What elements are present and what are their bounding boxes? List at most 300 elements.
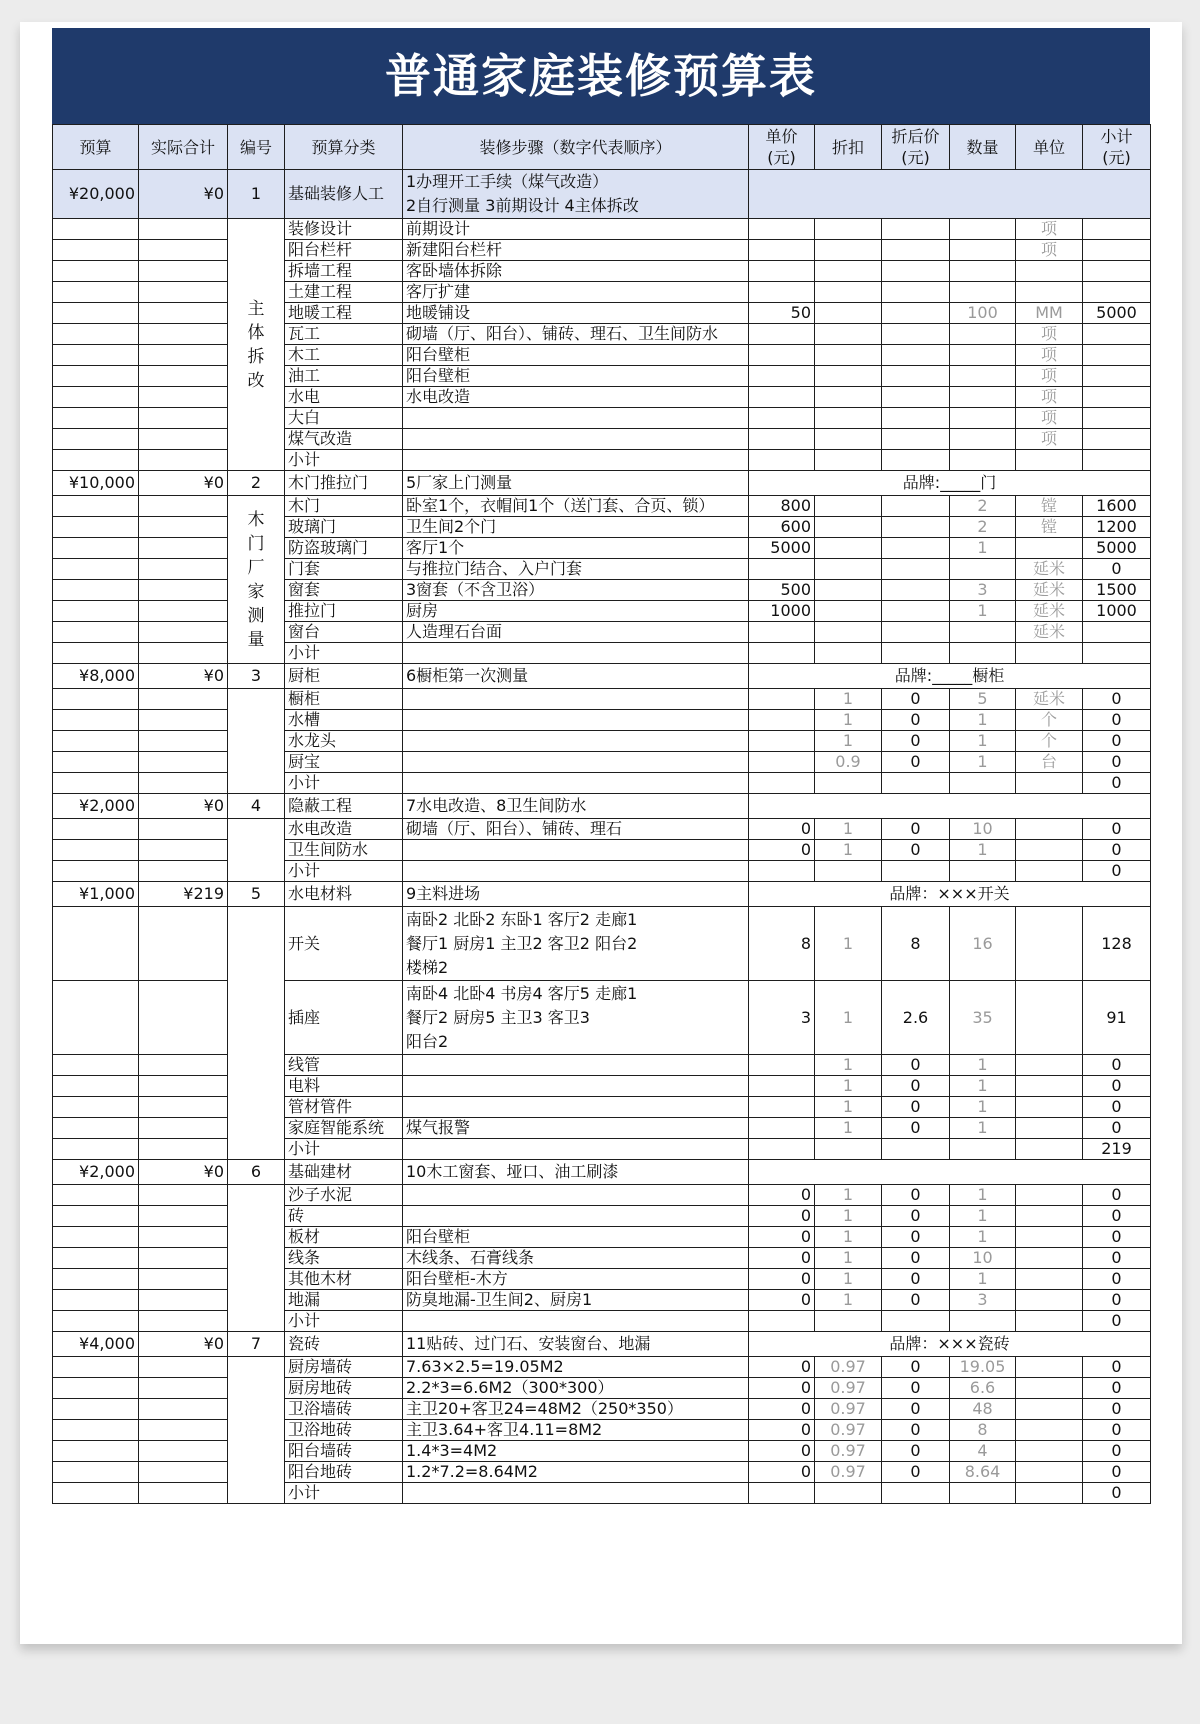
item-name: 家庭智能系统: [285, 1118, 403, 1139]
unit: [1016, 1462, 1083, 1483]
budget-cell: ¥2,000: [53, 1160, 139, 1185]
quantity: [950, 1139, 1016, 1160]
discounted-price: 0: [882, 752, 950, 773]
table-row: [53, 1357, 1151, 1378]
discounted-price: [882, 450, 950, 471]
item-desc: 阳台壁柜: [403, 345, 749, 366]
item-desc: 木线条、石膏线条: [403, 1248, 749, 1269]
item-name: 小计: [285, 1311, 403, 1332]
budget-cell: [53, 1290, 139, 1311]
unit-price: [749, 861, 815, 882]
discount: 1: [815, 1206, 882, 1227]
quantity: [950, 773, 1016, 794]
unit-price: 0: [749, 1462, 815, 1483]
unit: 延米: [1016, 559, 1083, 580]
discounted-price: 0: [882, 1378, 950, 1399]
group-label: [228, 1185, 285, 1332]
discount: [815, 324, 882, 345]
subtotal: [1083, 219, 1151, 240]
item-name: 土建工程: [285, 282, 403, 303]
unit-price: [749, 429, 815, 450]
discounted-price: [882, 324, 950, 345]
section-row: [53, 1160, 1151, 1185]
unit-price: 0: [749, 1399, 815, 1420]
item-desc: [403, 710, 749, 731]
actual-cell: [139, 219, 228, 240]
item-desc: 主卫20+客卫24=48M2（250*350）: [403, 1399, 749, 1420]
budget-cell: [53, 1185, 139, 1206]
budget-cell: [53, 324, 139, 345]
subtotal: 0: [1083, 1290, 1151, 1311]
unit: [1016, 773, 1083, 794]
quantity: 1: [950, 1227, 1016, 1248]
actual-cell: [139, 622, 228, 643]
discounted-price: [882, 345, 950, 366]
quantity: 1: [950, 1269, 1016, 1290]
unit-price: [749, 366, 815, 387]
quantity: [950, 622, 1016, 643]
quantity: 2: [950, 496, 1016, 517]
item-name: 卫浴墙砖: [285, 1399, 403, 1420]
item-name: 水电: [285, 387, 403, 408]
discount: [815, 496, 882, 517]
subtotal: 0: [1083, 1227, 1151, 1248]
unit: [1016, 1185, 1083, 1206]
budget-cell: ¥1,000: [53, 882, 139, 907]
brand-cell: 品牌:_____橱柜: [749, 664, 1151, 689]
quantity: 10: [950, 819, 1016, 840]
discount: 1: [815, 819, 882, 840]
discount: 1: [815, 1227, 882, 1248]
step-cell: 5厂家上门测量: [403, 471, 749, 496]
unit: [1016, 907, 1083, 981]
discount: 1: [815, 1290, 882, 1311]
item-name: 管材管件: [285, 1097, 403, 1118]
unit: 台: [1016, 752, 1083, 773]
category-cell: 隐蔽工程: [285, 794, 403, 819]
discounted-price: 0: [882, 710, 950, 731]
item-desc: [403, 429, 749, 450]
subtotal: [1083, 622, 1151, 643]
budget-cell: [53, 643, 139, 664]
unit: [1016, 1441, 1083, 1462]
unit-price: 0: [749, 1227, 815, 1248]
unit-price: 0: [749, 1441, 815, 1462]
discounted-price: [882, 303, 950, 324]
quantity: 1: [950, 538, 1016, 559]
discounted-price: [882, 517, 950, 538]
item-desc: 客卧墙体拆除: [403, 261, 749, 282]
subtotal: 0: [1083, 1311, 1151, 1332]
unit: [1016, 1248, 1083, 1269]
column-header: 单价 (元): [749, 125, 815, 170]
discount: 1: [815, 981, 882, 1055]
item-name: 窗台: [285, 622, 403, 643]
budget-cell: [53, 538, 139, 559]
discounted-price: [882, 580, 950, 601]
budget-cell: [53, 450, 139, 471]
subtotal: 0: [1083, 710, 1151, 731]
item-desc: [403, 408, 749, 429]
subtotal: 1200: [1083, 517, 1151, 538]
discounted-price: [882, 496, 950, 517]
item-name: 橱柜: [285, 689, 403, 710]
budget-cell: [53, 1248, 139, 1269]
actual-cell: [139, 240, 228, 261]
unit: [1016, 1399, 1083, 1420]
discount: [815, 622, 882, 643]
subtotal: 219: [1083, 1139, 1151, 1160]
discounted-price: 0: [882, 1399, 950, 1420]
table-row: [53, 1311, 1151, 1332]
actual-cell: [139, 1399, 228, 1420]
subtotal: [1083, 345, 1151, 366]
discounted-price: 0: [882, 1055, 950, 1076]
group-label: [228, 1357, 285, 1504]
number-cell: 1: [228, 170, 285, 219]
discount: 1: [815, 689, 882, 710]
actual-cell: ¥0: [139, 170, 228, 219]
brand-cell: [749, 794, 1151, 819]
discount: 1: [815, 1269, 882, 1290]
table-row: [53, 1185, 1151, 1206]
unit-price: [749, 1097, 815, 1118]
brand-cell: 品牌：×××开关: [749, 882, 1151, 907]
column-header: 实际合计: [139, 125, 228, 170]
table-row: [53, 1483, 1151, 1504]
number-cell: 4: [228, 794, 285, 819]
discounted-price: 2.6: [882, 981, 950, 1055]
actual-cell: [139, 1378, 228, 1399]
unit-price: 3: [749, 981, 815, 1055]
quantity: 1: [950, 601, 1016, 622]
table-row: [53, 1076, 1151, 1097]
quantity: 48: [950, 1399, 1016, 1420]
item-desc: [403, 643, 749, 664]
subtotal: 0: [1083, 1420, 1151, 1441]
actual-cell: [139, 1185, 228, 1206]
item-name: 油工: [285, 366, 403, 387]
budget-cell: [53, 622, 139, 643]
quantity: [950, 366, 1016, 387]
subtotal: [1083, 450, 1151, 471]
discounted-price: [882, 1311, 950, 1332]
discount: [815, 429, 882, 450]
table-body: [53, 170, 1151, 1504]
discount: [815, 240, 882, 261]
unit: [1016, 1357, 1083, 1378]
discounted-price: [882, 408, 950, 429]
unit: [1016, 861, 1083, 882]
budget-cell: [53, 981, 139, 1055]
actual-cell: [139, 345, 228, 366]
item-name: 小计: [285, 643, 403, 664]
quantity: 1: [950, 752, 1016, 773]
item-desc: [403, 752, 749, 773]
item-desc: 客厅扩建: [403, 282, 749, 303]
budget-cell: [53, 496, 139, 517]
quantity: 10: [950, 1248, 1016, 1269]
table-row: [53, 303, 1151, 324]
discounted-price: [882, 538, 950, 559]
unit: [1016, 981, 1083, 1055]
discounted-price: 0: [882, 840, 950, 861]
column-header: 折扣: [815, 125, 882, 170]
unit-price: [749, 324, 815, 345]
item-name: 电料: [285, 1076, 403, 1097]
discounted-price: [882, 282, 950, 303]
category-cell: 瓷砖: [285, 1332, 403, 1357]
group-label: [228, 819, 285, 882]
subtotal: 0: [1083, 1076, 1151, 1097]
discount: [815, 219, 882, 240]
discount: [815, 366, 882, 387]
unit: 项: [1016, 219, 1083, 240]
subtotal: 91: [1083, 981, 1151, 1055]
budget-cell: [53, 1420, 139, 1441]
subtotal: 5000: [1083, 538, 1151, 559]
quantity: [950, 345, 1016, 366]
item-desc: [403, 1097, 749, 1118]
unit-price: 600: [749, 517, 815, 538]
unit-price: [749, 622, 815, 643]
discount: [815, 345, 882, 366]
section-row: [53, 471, 1151, 496]
quantity: [950, 559, 1016, 580]
actual-cell: [139, 1227, 228, 1248]
discounted-price: [882, 773, 950, 794]
brand-cell: 品牌：×××瓷砖: [749, 1332, 1151, 1357]
discount: 0.97: [815, 1420, 882, 1441]
unit-price: 8: [749, 907, 815, 981]
table-row: [53, 538, 1151, 559]
unit: 项: [1016, 345, 1083, 366]
budget-cell: [53, 1076, 139, 1097]
table-row: [53, 1055, 1151, 1076]
quantity: [950, 1483, 1016, 1504]
unit: 个: [1016, 731, 1083, 752]
unit-price: [749, 219, 815, 240]
table-row: [53, 1206, 1151, 1227]
quantity: [950, 1311, 1016, 1332]
discounted-price: [882, 643, 950, 664]
item-name: 水电改造: [285, 819, 403, 840]
actual-cell: [139, 1420, 228, 1441]
category-cell: 基础装修人工: [285, 170, 403, 219]
budget-sheet: [20, 22, 1182, 1644]
table-row: [53, 1248, 1151, 1269]
unit-price: 0: [749, 1378, 815, 1399]
quantity: 8.64: [950, 1462, 1016, 1483]
unit-price: [749, 752, 815, 773]
item-name: 板材: [285, 1227, 403, 1248]
unit-price: [749, 731, 815, 752]
quantity: 1: [950, 731, 1016, 752]
column-header: 预算: [53, 125, 139, 170]
table-row: [53, 1269, 1151, 1290]
item-name: 厨房地砖: [285, 1378, 403, 1399]
unit-price: [749, 1055, 815, 1076]
table-row: [53, 1399, 1151, 1420]
quantity: [950, 643, 1016, 664]
number-cell: 6: [228, 1160, 285, 1185]
step-cell: 11贴砖、过门石、安装窗台、地漏: [403, 1332, 749, 1357]
item-desc: 卫生间2个门: [403, 517, 749, 538]
column-header: 预算分类: [285, 125, 403, 170]
quantity: 4: [950, 1441, 1016, 1462]
unit: [1016, 1420, 1083, 1441]
subtotal: 0: [1083, 1269, 1151, 1290]
unit-price: [749, 710, 815, 731]
item-desc: [403, 773, 749, 794]
discount: 1: [815, 731, 882, 752]
budget-cell: [53, 1055, 139, 1076]
budget-cell: [53, 219, 139, 240]
item-name: 瓦工: [285, 324, 403, 345]
discounted-price: 0: [882, 1441, 950, 1462]
table-row: [53, 1139, 1151, 1160]
quantity: 16: [950, 907, 1016, 981]
discount: [815, 1311, 882, 1332]
discount: [815, 261, 882, 282]
item-name: 卫浴地砖: [285, 1420, 403, 1441]
actual-cell: ¥0: [139, 1332, 228, 1357]
quantity: 1: [950, 1076, 1016, 1097]
budget-cell: [53, 580, 139, 601]
table-row: [53, 366, 1151, 387]
discount: [815, 517, 882, 538]
column-header: 编号: [228, 125, 285, 170]
table-row: [53, 219, 1151, 240]
unit: 项: [1016, 387, 1083, 408]
unit-price: 5000: [749, 538, 815, 559]
unit-price: [749, 643, 815, 664]
actual-cell: [139, 907, 228, 981]
unit: [1016, 538, 1083, 559]
table-row: [53, 240, 1151, 261]
table-row: [53, 731, 1151, 752]
quantity: 1: [950, 710, 1016, 731]
actual-cell: [139, 559, 228, 580]
category-cell: 木门推拉门: [285, 471, 403, 496]
unit-price: [749, 559, 815, 580]
item-desc: 煤气报警: [403, 1118, 749, 1139]
actual-cell: [139, 1055, 228, 1076]
column-header: 装修步骤（数字代表顺序）: [403, 125, 749, 170]
budget-cell: [53, 819, 139, 840]
budget-cell: [53, 303, 139, 324]
budget-cell: [53, 689, 139, 710]
item-name: 阳台墙砖: [285, 1441, 403, 1462]
item-desc: [403, 1311, 749, 1332]
discount: [815, 643, 882, 664]
item-name: 厨宝: [285, 752, 403, 773]
item-desc: 地暖铺设: [403, 303, 749, 324]
unit-price: 0: [749, 1206, 815, 1227]
subtotal: 0: [1083, 1248, 1151, 1269]
discount: [815, 773, 882, 794]
unit-price: 0: [749, 1357, 815, 1378]
budget-cell: [53, 345, 139, 366]
actual-cell: ¥0: [139, 1160, 228, 1185]
discount: [815, 861, 882, 882]
section-row: [53, 1332, 1151, 1357]
item-desc: [403, 731, 749, 752]
quantity: [950, 324, 1016, 345]
actual-cell: [139, 643, 228, 664]
item-desc: 砌墙（厅、阳台）、铺砖、理石、卫生间防水: [403, 324, 749, 345]
actual-cell: ¥0: [139, 664, 228, 689]
quantity: [950, 861, 1016, 882]
section-row: [53, 794, 1151, 819]
budget-cell: [53, 517, 139, 538]
discount: [815, 450, 882, 471]
discount: [815, 408, 882, 429]
actual-cell: [139, 861, 228, 882]
unit-price: 0: [749, 819, 815, 840]
discounted-price: [882, 622, 950, 643]
budget-cell: [53, 1483, 139, 1504]
item-desc: 阳台壁柜-木方: [403, 1269, 749, 1290]
budget-cell: [53, 731, 139, 752]
actual-cell: [139, 689, 228, 710]
quantity: 100: [950, 303, 1016, 324]
item-desc: 人造理石台面: [403, 622, 749, 643]
unit: 个: [1016, 710, 1083, 731]
column-header: 数量: [950, 125, 1016, 170]
step-cell: 1办理开工手续（煤气改造） 2自行测量 3前期设计 4主体拆改: [403, 170, 749, 219]
item-name: 小计: [285, 450, 403, 471]
budget-cell: [53, 1118, 139, 1139]
discount: 1: [815, 1118, 882, 1139]
quantity: 2: [950, 517, 1016, 538]
unit: [1016, 1206, 1083, 1227]
unit-price: 0: [749, 1420, 815, 1441]
actual-cell: [139, 450, 228, 471]
section-row: [53, 882, 1151, 907]
discounted-price: 8: [882, 907, 950, 981]
discount: [815, 387, 882, 408]
quantity: 8: [950, 1420, 1016, 1441]
budget-cell: [53, 861, 139, 882]
quantity: 1: [950, 1185, 1016, 1206]
unit: 项: [1016, 408, 1083, 429]
actual-cell: [139, 429, 228, 450]
group-label: [228, 907, 285, 1160]
unit: MM: [1016, 303, 1083, 324]
discount: 1: [815, 1097, 882, 1118]
section-row: [53, 170, 1151, 219]
table-row: [53, 1290, 1151, 1311]
table-row: [53, 559, 1151, 580]
budget-cell: [53, 429, 139, 450]
discounted-price: [882, 861, 950, 882]
item-desc: [403, 861, 749, 882]
actual-cell: [139, 710, 228, 731]
table-row: [53, 752, 1151, 773]
discounted-price: 0: [882, 1420, 950, 1441]
subtotal: [1083, 387, 1151, 408]
actual-cell: [139, 1357, 228, 1378]
item-desc: 2.2*3=6.6M2（300*300）: [403, 1378, 749, 1399]
unit-price: 0: [749, 1269, 815, 1290]
unit-price: 1000: [749, 601, 815, 622]
brand-cell: [749, 1160, 1151, 1185]
table-row: [53, 429, 1151, 450]
item-desc: 3窗套（不含卫浴）: [403, 580, 749, 601]
item-desc: 阳台壁柜: [403, 366, 749, 387]
unit-price: [749, 450, 815, 471]
